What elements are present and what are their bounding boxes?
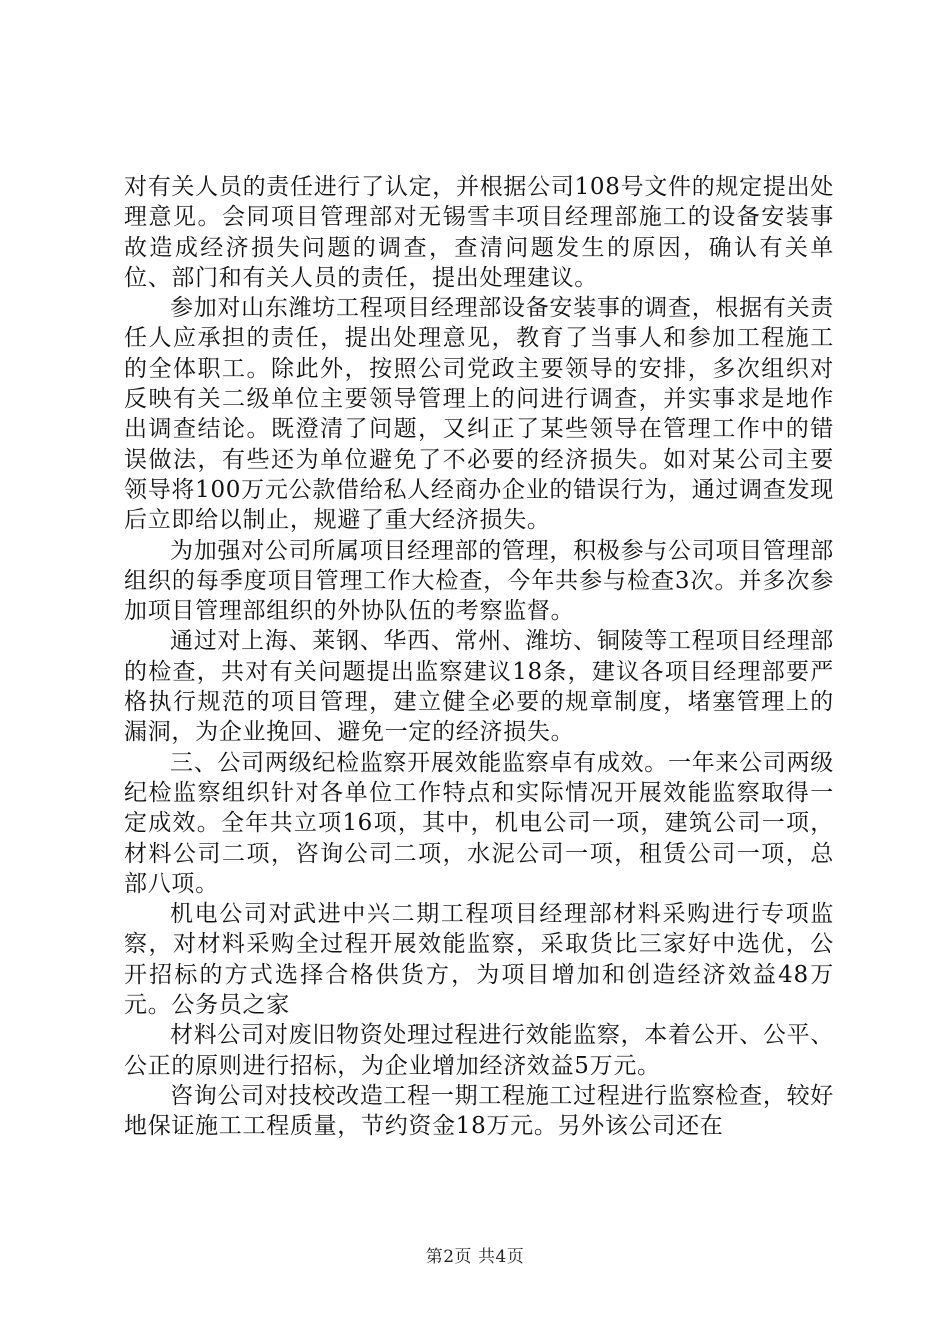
paragraph-5: 三、公司两级纪检监察开展效能监察卓有成效。一年来公司两级纪检监察组织针对各单位工作特点和实际情况开展效能监察取得一定成效。全年共立项16项，其中，机电公司一项，建筑公司一项，材料公司二项，咨询公司二项，水泥公司一项，租赁公司一项，总部八项。: [124, 749, 834, 897]
paragraph-2: 参加对山东潍坊工程项目经理部设备安装事的调查，根据有关责任人应承担的责任，提出处理意见，教育了当事人和参加工程施工的全体职工。除此外，按照公司党政主要领导的安排，多次组织对反映有关二级单位主要领导管理上的问进行调查，并实事求是地作出调查结论。既澄清了问题，又纠正了某些领导在管理工作中的错误做法，有些还为单位避免了不必要的经济损失。如对某公司主要领导将100万元公款借给私人经商办企业的错误行为，通过调查发现后立即给以制止，规避了重大经济损失。: [124, 295, 834, 534]
paragraph-7: 材料公司对废旧物资处理过程进行效能监察，本着公开、公平、公正的原则进行招标，为企业增加经济效益5万元。: [124, 1022, 834, 1079]
page-number-footer: 第2页 共4页: [425, 1247, 525, 1267]
paragraph-1: 对有关人员的责任进行了认定，并根据公司108号文件的规定提出处理意见。会同项目管理部对无锡雪丰项目经理部施工的设备安装事故造成经济损失问题的调查，查清问题发生的原因，确认有关单位、部门和有关人员的责任，提出处理建议。: [124, 174, 834, 291]
paragraph-8: 咨询公司对技校改造工程一期工程施工过程进行监察检查，较好地保证施工工程质量，节约资金18万元。另外该公司还在: [124, 1082, 834, 1140]
paragraph-3: 为加强对公司所属项目经理部的管理，积极参与公司项目管理部组织的每季度项目管理工作大检查，今年共参与检查3次。并多次参加项目管理部组织的外协队伍的考察监督。: [124, 537, 834, 625]
paragraph-6: 机电公司对武进中兴二期工程项目经理部材料采购进行专项监察，对材料采购全过程开展效能监察，采取货比三家好中选优，公开招标的方式选择合格供货方，为项目增加和创造经济效益48万元。公务员之家: [124, 901, 834, 1019]
paragraph-4: 通过对上海、莱钢、华西、常州、潍坊、铜陵等工程项目经理部的检查，共对有关问题提出监察建议18条，建议各项目经理部要严格执行规范的项目管理，建立健全必要的规章制度，堵塞管理上的漏洞，为企业挽回、避免一定的经济损失。: [124, 628, 834, 746]
document-body: [124, 172, 834, 1142]
